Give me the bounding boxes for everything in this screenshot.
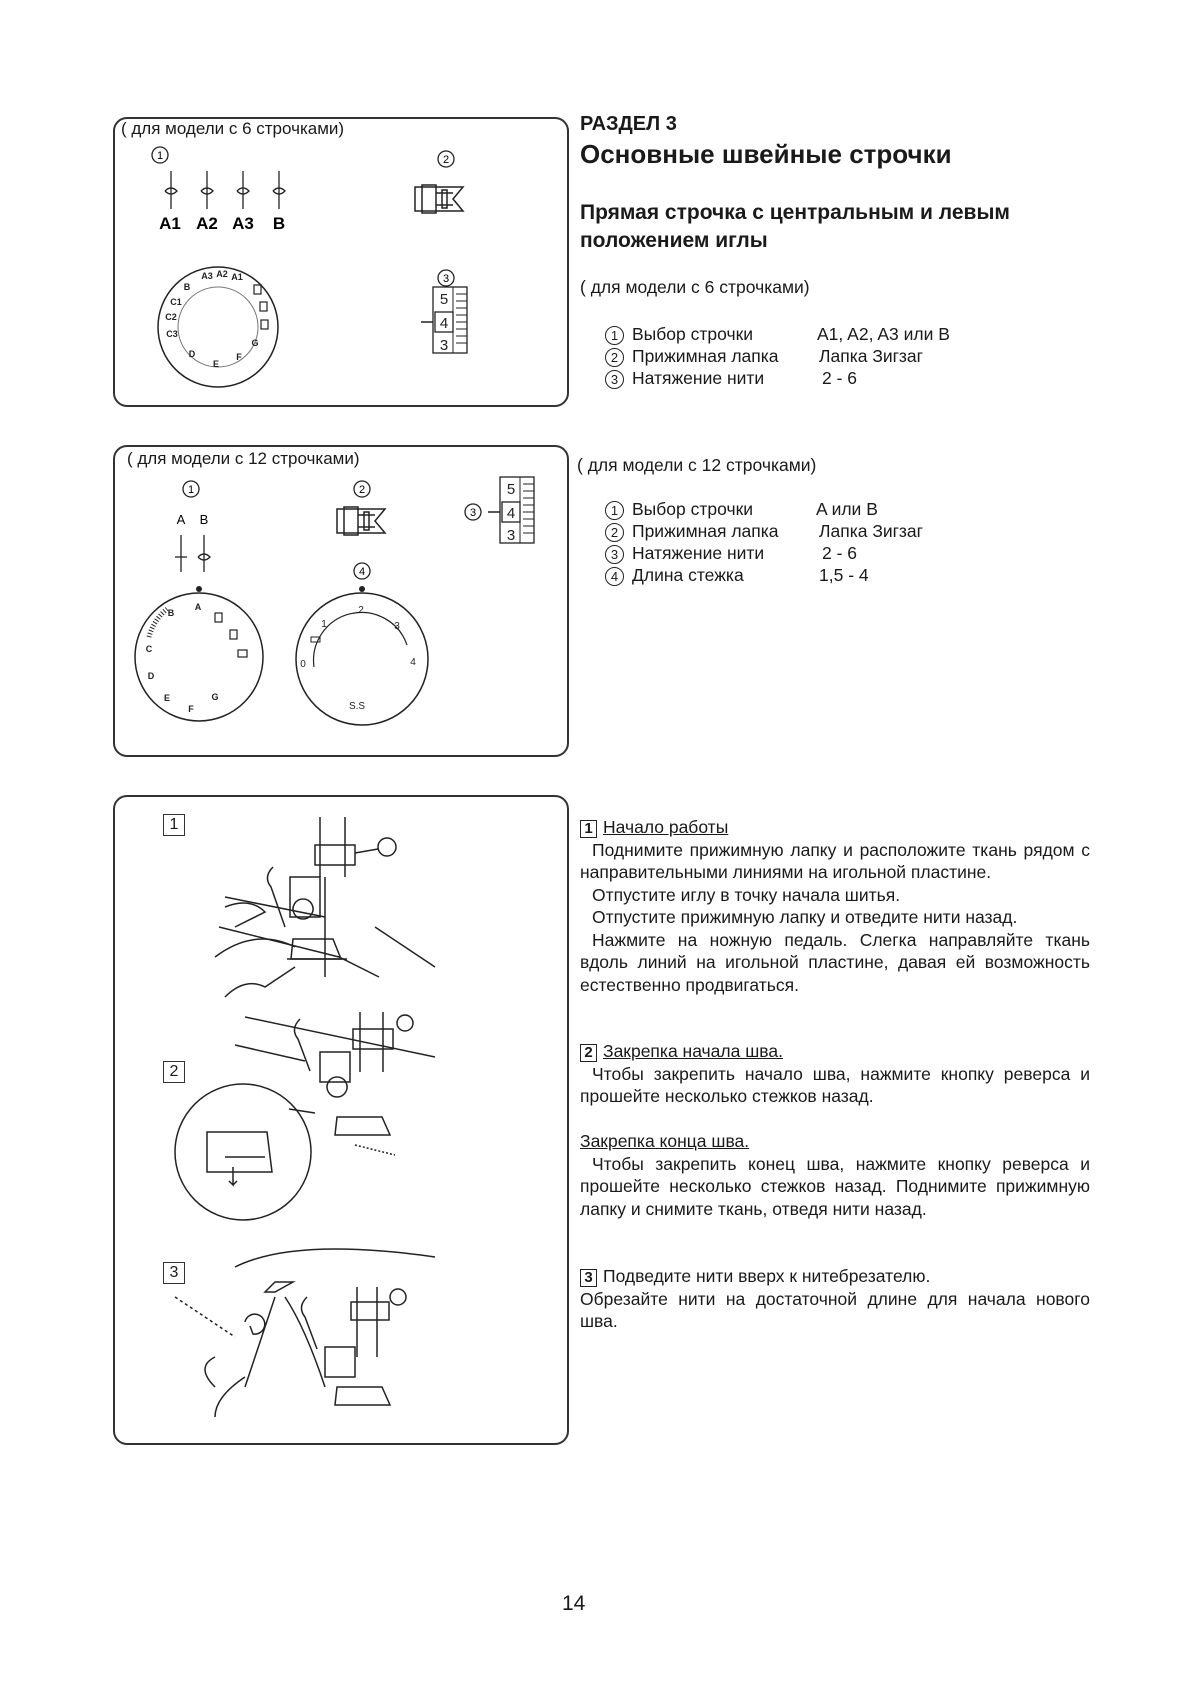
sewing-machine-fig3-icon	[175, 1249, 435, 1417]
page-number: 14	[562, 1592, 586, 1615]
step-paragraph: Чтобы закрепить конец шва, нажмите кнопку реверса и прошейте несколько стежков назад. Поднимите прижимную лапку и снимите ткань, отведя нити назад.	[580, 1153, 1090, 1219]
spec-row	[605, 368, 1005, 390]
sewing-machine-fig1-icon	[215, 817, 435, 997]
spec-label: Прижимная лапка	[632, 521, 779, 541]
dial-label: A3	[201, 271, 213, 281]
step-paragraph: Обрезайте нити на достаточной длине для начала нового шва.	[580, 1288, 1090, 1331]
length-number: 1	[321, 619, 327, 630]
stitch-label-a3: A3	[232, 214, 254, 233]
sewing-illustrations	[115, 797, 571, 1447]
step-paragraph: Отпустите прижимную лапку и отведите нити назад.	[592, 907, 1018, 927]
step-1-block	[580, 816, 1090, 996]
length-number: 4	[410, 657, 416, 668]
dial-label: F	[236, 352, 242, 362]
svg-text:4: 4	[358, 566, 366, 578]
svg-text:1: 1	[187, 484, 195, 496]
circle-number: 1	[605, 326, 624, 345]
spec-value: A или B	[816, 499, 878, 519]
step-paragraph: Отпустите иглу в точку начала шитья.	[592, 884, 901, 905]
circle-number-3	[438, 270, 454, 286]
step-heading: Закрепка начала шва.	[603, 1041, 783, 1061]
stitch-label-a2: A2	[196, 214, 218, 233]
circle-number: 3	[605, 545, 624, 564]
svg-text:2: 2	[358, 484, 366, 496]
circle-number-2	[438, 151, 454, 167]
circle-number: 3	[605, 370, 624, 389]
spec-row	[605, 346, 1005, 368]
circle-number-1	[183, 481, 199, 497]
dial-label: A	[194, 602, 202, 612]
tension-dial-icon	[421, 287, 467, 354]
panel-caption: ( для модели с 6 строчками)	[121, 119, 345, 138]
dial-label: A2	[216, 269, 228, 279]
zigzag-foot-icon	[337, 507, 385, 535]
stitch-label-a: A	[176, 512, 186, 527]
dial-label: C1	[170, 297, 182, 307]
stitch-label-a1: A1	[159, 214, 181, 233]
panel-12-stitch-illustration	[115, 447, 571, 759]
dial-label: D	[188, 349, 196, 359]
dial-label: C	[145, 644, 153, 654]
dial-label: G	[211, 692, 219, 702]
circle-number: 1	[605, 501, 624, 520]
model12-spec-list	[605, 499, 1005, 587]
dial-label: C3	[166, 329, 178, 339]
model12-caption: ( для модели с 12 строчками)	[577, 455, 817, 475]
figure-number: 3	[163, 1262, 185, 1284]
dial-label: A1	[231, 272, 243, 282]
stitch-pattern-icons	[165, 171, 285, 209]
step-paragraph: Нажмите на ножную педаль. Слегка направляйте ткань вдоль линий на игольной пластине, давая ей возможность естественно продвигаться.	[580, 929, 1090, 995]
step-heading: Закрепка конца шва.	[580, 1131, 750, 1151]
panel-caption: ( для модели с 12 строчками)	[127, 449, 360, 468]
stitch-length-dial-icon	[296, 586, 428, 725]
dial-label: D	[147, 671, 155, 681]
spec-row	[605, 521, 1005, 543]
stitch-selector-dial-icon	[135, 586, 263, 721]
stitch-label-b: B	[199, 512, 209, 527]
circle-number: 4	[605, 567, 624, 586]
length-ss-label: S.S	[348, 701, 366, 712]
circle-number: 2	[605, 348, 624, 367]
tension-number: 5	[506, 481, 516, 498]
stitch-selector-dial-icon	[158, 267, 278, 387]
dial-label: G	[251, 338, 259, 348]
step-number-box: 2	[580, 1044, 597, 1062]
dial-label: F	[188, 704, 194, 714]
tension-number: 4	[506, 505, 516, 522]
step-heading: Начало работы	[603, 817, 729, 837]
model6-spec-list	[605, 324, 1005, 390]
section-title: Основные швейные строчки	[580, 139, 952, 169]
dial-label: E	[163, 693, 171, 703]
dial-label: B	[183, 282, 191, 292]
sewing-machine-fig2-icon	[175, 1012, 435, 1220]
panel-6-stitch-model	[113, 117, 569, 407]
tension-number: 3	[439, 337, 449, 354]
step-2-block	[580, 1040, 1090, 1108]
spec-row	[605, 543, 1005, 565]
spec-label: Прижимная лапка	[632, 346, 779, 366]
step-paragraph: Поднимите прижимную лапку и расположите ткань рядом с направительными линиями на игольной пластине.	[580, 839, 1090, 882]
spec-row	[605, 324, 1005, 346]
panel-6-stitch-illustration	[115, 119, 571, 409]
circle-number-1	[152, 147, 168, 163]
svg-text:2: 2	[442, 154, 450, 166]
length-number: 0	[300, 659, 306, 670]
tension-number: 3	[506, 527, 516, 544]
figure-number: 1	[163, 814, 185, 836]
figure-number: 2	[163, 1061, 185, 1083]
spec-row	[605, 499, 1005, 521]
spec-value: Лапка Зигзаг	[819, 521, 924, 541]
dial-label: E	[212, 359, 220, 369]
spec-label: Выбор строчки	[632, 499, 753, 519]
circle-number-2	[354, 481, 370, 497]
spec-value: Лапка Зигзаг	[819, 346, 924, 366]
stitch-label-b: B	[272, 214, 286, 233]
circle-number-3	[465, 504, 481, 520]
tension-number: 5	[439, 291, 449, 308]
spec-row	[605, 565, 1005, 587]
subtitle-line-2: положением иглы	[580, 229, 768, 252]
length-number: 3	[394, 621, 400, 632]
step-heading: Подведите нити вверх к нитебрезателю.	[603, 1266, 931, 1286]
spec-label: Натяжение нити	[632, 543, 765, 563]
circle-number: 2	[605, 523, 624, 542]
svg-text:3: 3	[469, 507, 477, 519]
svg-text:1: 1	[156, 150, 164, 162]
circle-number-4	[354, 563, 370, 579]
panel-sewing-steps	[113, 795, 569, 1445]
spec-value: 1,5 - 4	[819, 565, 869, 585]
svg-text:3: 3	[442, 273, 450, 285]
spec-value: 2 - 6	[822, 543, 858, 563]
spec-label: Натяжение нити	[632, 368, 765, 388]
step-number-box: 1	[580, 820, 597, 838]
tension-number: 4	[439, 315, 449, 332]
section-label: РАЗДЕЛ 3	[580, 113, 677, 135]
zigzag-foot-icon	[415, 185, 463, 213]
step-3-block	[580, 1265, 1090, 1333]
spec-value: A1, A2, A3 или B	[817, 324, 950, 344]
step-number-box: 3	[580, 1269, 597, 1287]
spec-label: Выбор строчки	[632, 324, 753, 344]
spec-label: Длина стежка	[632, 565, 744, 585]
length-number: 2	[358, 605, 364, 616]
step-2b-block	[580, 1130, 1090, 1220]
step-paragraph: Чтобы закрепить начало шва, нажмите кнопку реверса и прошейте несколько стежков назад.	[580, 1063, 1090, 1106]
panel-12-stitch-model	[113, 445, 569, 757]
tension-dial-icon	[488, 477, 534, 544]
dial-label: C2	[165, 312, 177, 322]
model6-caption: ( для модели с 6 строчками)	[580, 277, 810, 297]
stitch-pattern-icons	[175, 535, 210, 572]
spec-value: 2 - 6	[822, 368, 858, 388]
dial-label: B	[167, 608, 175, 618]
subtitle-line-1: Прямая строчка с центральным и левым	[580, 201, 1010, 224]
